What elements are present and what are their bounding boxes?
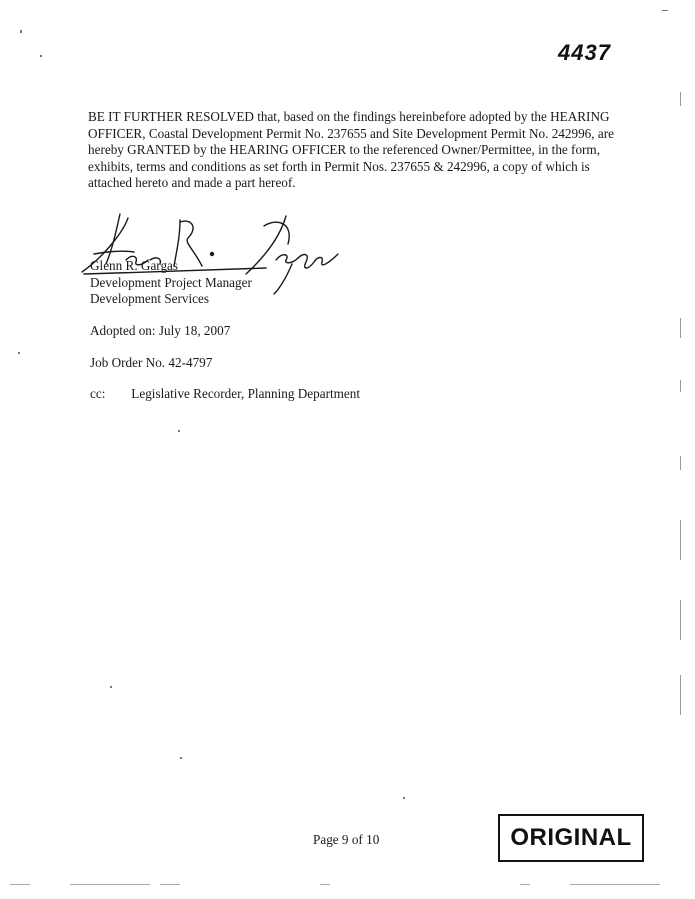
document-number: 4437 bbox=[558, 40, 611, 65]
signer-title: Development Project Manager bbox=[90, 274, 252, 290]
scan-margin-mark bbox=[680, 380, 681, 392]
cc-recipients: Legislative Recorder, Planning Department bbox=[131, 386, 361, 401]
job-order-label: Job Order No. bbox=[90, 355, 166, 370]
scan-margin-mark bbox=[680, 456, 681, 470]
scan-margin-mark bbox=[680, 675, 681, 715]
cc-line bbox=[90, 386, 360, 402]
scan-edge-noise bbox=[520, 884, 530, 885]
scan-speck bbox=[180, 757, 182, 759]
adopted-line bbox=[90, 323, 230, 339]
adopted-label: Adopted on: bbox=[90, 323, 156, 338]
scan-margin-mark bbox=[680, 520, 681, 560]
cc-label: cc: bbox=[90, 386, 106, 401]
scan-speck bbox=[110, 686, 112, 688]
resolution-paragraph bbox=[88, 109, 633, 192]
signer-name: Glenn R. Gargas bbox=[90, 258, 179, 273]
job-order-line bbox=[90, 355, 212, 371]
scan-edge-noise bbox=[570, 884, 660, 885]
job-order-number: 42-4797 bbox=[168, 355, 213, 370]
scan-margin-mark bbox=[680, 92, 681, 106]
adopted-date: July 18, 2007 bbox=[158, 323, 231, 338]
resolution-text: BE IT FURTHER RESOLVED that, based on the findings hereinbefore adopted by the HEARING OFFICER, Coastal Development Permit No. 237655 and Site Development Permit No. 242996, are hereby GRANTED by the HEARING OFFICER to the referenced Owner/Permittee, in the form, exhibits, terms and conditions as set forth in Permit Nos. 237655 & 242996, a copy of which is attached hereto and made a part hereof. bbox=[88, 109, 614, 190]
original-stamp bbox=[498, 814, 644, 862]
scan-margin-mark bbox=[680, 600, 681, 640]
scan-edge-noise bbox=[320, 884, 330, 885]
signer-department: Development Services bbox=[90, 291, 210, 306]
scan-edge-noise bbox=[70, 884, 150, 885]
page-number: Page 9 of 10 bbox=[313, 832, 380, 847]
scan-speck bbox=[662, 10, 668, 11]
scan-speck bbox=[20, 30, 22, 33]
scan-edge-noise bbox=[10, 884, 30, 885]
scan-speck bbox=[40, 55, 42, 57]
scan-speck bbox=[18, 352, 20, 354]
scan-margin-mark bbox=[680, 318, 681, 338]
scan-edge-noise bbox=[160, 884, 180, 885]
scan-speck bbox=[403, 797, 405, 799]
stamp-text: ORIGINAL bbox=[510, 824, 632, 851]
scan-speck bbox=[178, 430, 180, 432]
signer-block bbox=[90, 258, 252, 308]
